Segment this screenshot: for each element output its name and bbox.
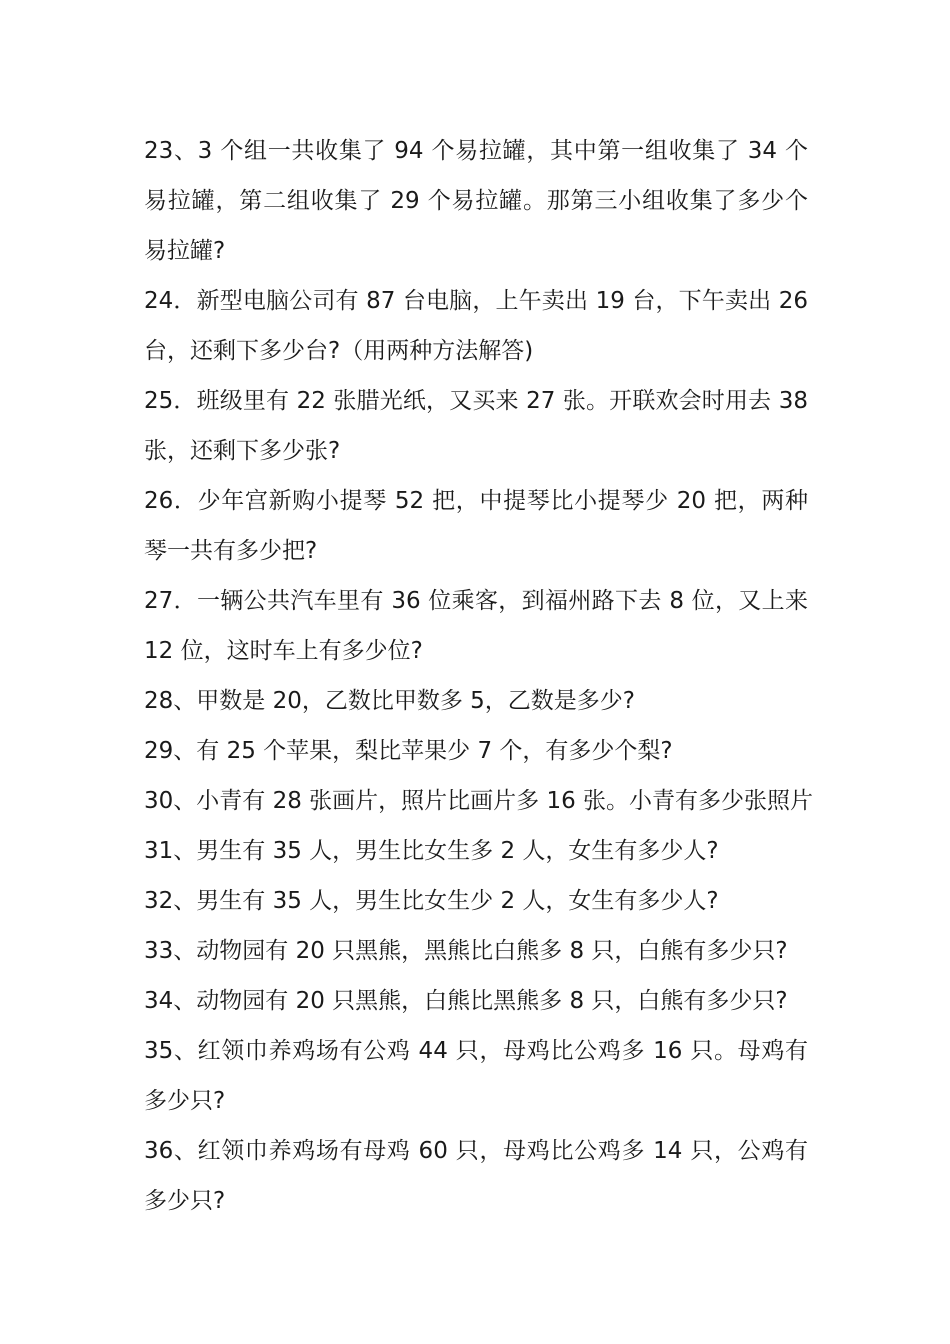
- problem-28: 28、甲数是 20，乙数比甲数多 5，乙数是多少?: [144, 688, 635, 714]
- problem-24: 24．新型电脑公司有 87 台电脑，上午卖出 19 台，下午卖出 26 台，还剩下多少台?（用两种方法解答): [144, 288, 808, 364]
- problem-33: 33、动物园有 20 只黑熊，黑熊比白熊多 8 只，白熊有多少只?: [144, 938, 788, 964]
- problem-35: 35、红领巾养鸡场有公鸡 44 只，母鸡比公鸡多 16 只。母鸡有多少只?: [144, 1038, 808, 1114]
- problem-32: 32、男生有 35 人，男生比女生少 2 人，女生有多少人?: [144, 888, 719, 914]
- word-problem-list: [144, 126, 814, 1226]
- problem-26: 26．少年宫新购小提琴 52 把，中提琴比小提琴少 20 把，两种琴一共有多少把?: [144, 488, 808, 564]
- problem-31: 31、男生有 35 人，男生比女生多 2 人，女生有多少人?: [144, 838, 719, 864]
- problem-25: 25．班级里有 22 张腊光纸，又买来 27 张。开联欢会时用去 38 张，还剩下多少张?: [144, 388, 808, 464]
- problem-23: 23、3 个组一共收集了 94 个易拉罐，其中第一组收集了 34 个易拉罐，第二组收集了 29 个易拉罐。那第三小组收集了多少个易拉罐?: [144, 138, 808, 264]
- problem-34: 34、动物园有 20 只黑熊，白熊比黑熊多 8 只，白熊有多少只?: [144, 988, 788, 1014]
- problem-36: 36、红领巾养鸡场有母鸡 60 只，母鸡比公鸡多 14 只，公鸡有多少只?: [144, 1138, 808, 1214]
- problem-27: 27．一辆公共汽车里有 36 位乘客，到福州路下去 8 位，又上来 12 位，这时车上有多少位?: [144, 588, 808, 664]
- problem-29: 29、有 25 个苹果，梨比苹果少 7 个，有多少个梨?: [144, 738, 673, 764]
- problem-30: 30、小青有 28 张画片，照片比画片多 16 张。小青有多少张照片: [144, 788, 814, 814]
